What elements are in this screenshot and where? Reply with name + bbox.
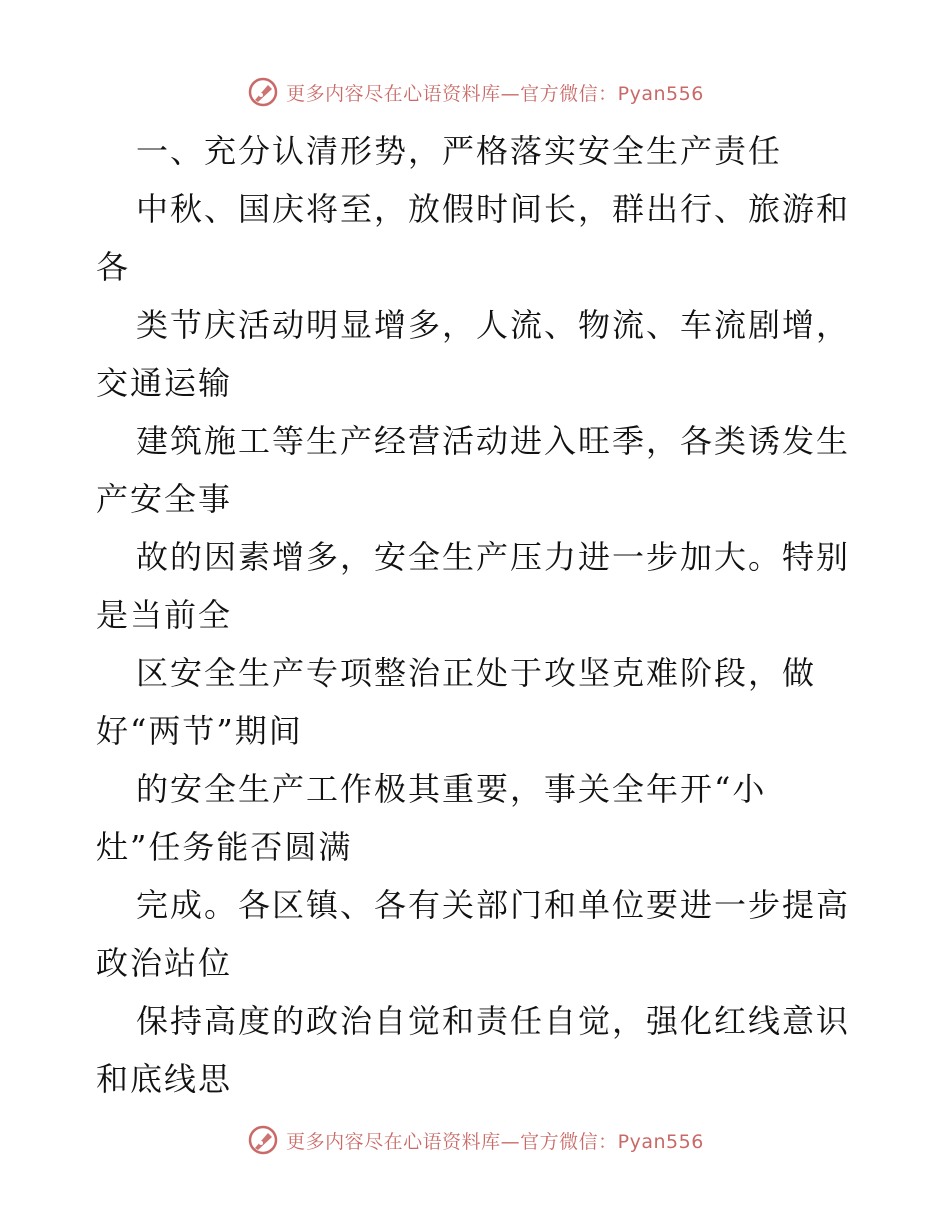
footer-watermark — [0, 1120, 950, 1160]
text-line: 好“两节”期间 — [96, 712, 303, 750]
text-line: 故的因素增多，安全生产压力进一步加大。特别 — [136, 538, 851, 576]
watermark-text: 更多内容尽在心语资料库—官方微信：Pyan556 — [286, 1130, 704, 1153]
text-line: 交通运输 — [96, 364, 233, 402]
text-line: 区安全生产专项整治正处于攻坚克难阶段，做 — [136, 654, 817, 692]
text-line: 灶”任务能否圆满 — [96, 828, 353, 866]
text-line: 的安全生产工作极其重要，事关全年开“小 — [136, 770, 767, 808]
document-body — [96, 122, 876, 1108]
watermark-text: 更多内容尽在心语资料库—官方微信：Pyan556 — [286, 82, 704, 105]
pen-nib-logo-icon — [246, 75, 280, 109]
text-line: 完成。各区镇、各有关部门和单位要进一步提高 — [136, 886, 851, 924]
text-line: 一、充分认清形势，严格落实安全生产责任 — [136, 132, 783, 170]
text-line: 中秋、国庆将至，放假时间长，群出行、旅游和 — [136, 190, 851, 228]
text-line: 产安全事 — [96, 480, 233, 518]
header-watermark — [0, 72, 950, 112]
text-line: 类节庆活动明显增多，人流、物流、车流剧增， — [136, 306, 851, 344]
text-line: 建筑施工等生产经营活动进入旺季，各类诱发生 — [136, 422, 851, 460]
text-line: 政治站位 — [96, 944, 233, 982]
pen-nib-logo-icon — [246, 1123, 280, 1157]
text-line: 是当前全 — [96, 596, 233, 634]
text-line: 和底线思 — [96, 1060, 233, 1098]
text-line: 各 — [96, 248, 131, 286]
text-line: 保持高度的政治自觉和责任自觉，强化红线意识 — [136, 1002, 851, 1040]
